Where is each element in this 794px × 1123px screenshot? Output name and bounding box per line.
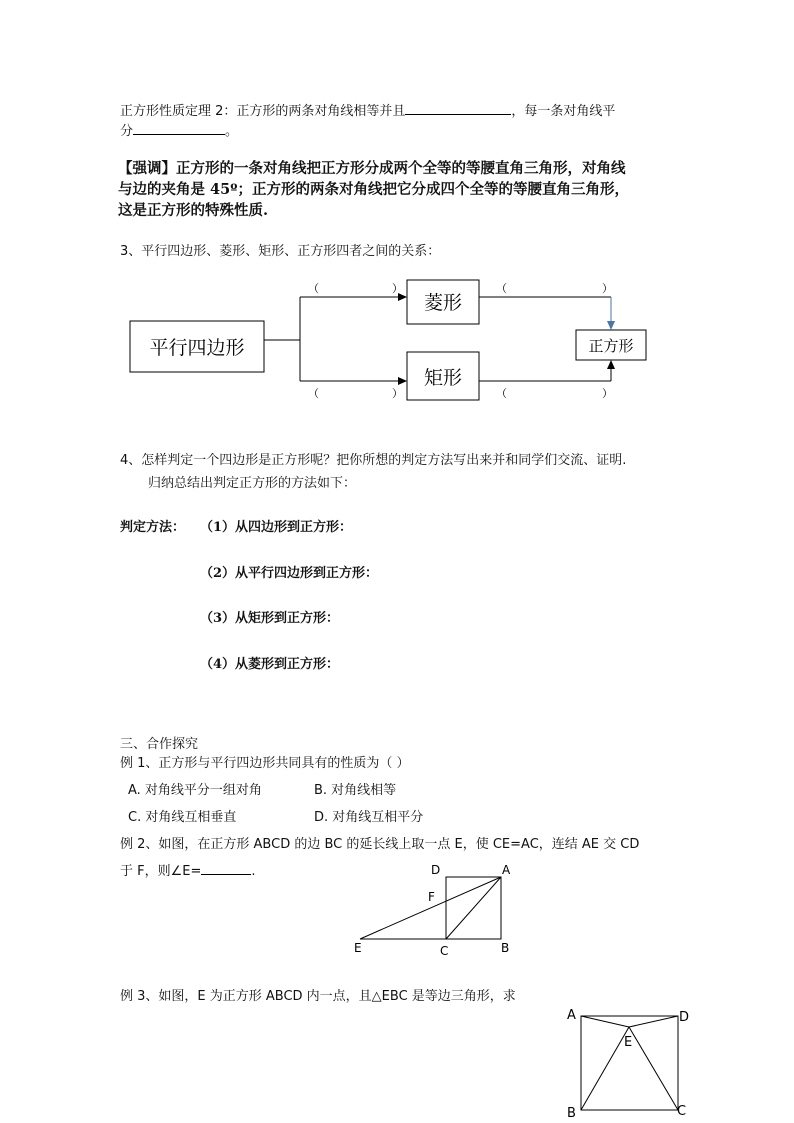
vertex-label-b: B	[501, 941, 510, 955]
vertex-label-a: A	[567, 1008, 576, 1023]
blank-paren-close: ）	[602, 282, 613, 295]
blank-paren-open: （	[308, 282, 319, 295]
segment-ae	[581, 1016, 629, 1027]
vertex-label-b: B	[567, 1106, 576, 1121]
blank-paren-close: ）	[392, 282, 403, 295]
emphasis-line: 与边的夹角是 45º；正方形的两条对角线把它分成四个全等的等腰直角三角形，	[118, 181, 629, 198]
example-2-line-2: 于 F，则∠E= .	[120, 864, 256, 879]
blank-paren-close: ）	[602, 387, 613, 400]
method-item: （2）从平行四边形到正方形：	[200, 566, 379, 581]
vertex-label-a: A	[502, 863, 511, 877]
method-item: （1）从四边形到正方形：	[200, 520, 353, 535]
blank-paren-open: （	[496, 387, 507, 400]
parallelogram-label: 平行四边形	[149, 337, 245, 359]
section-three-title: 三、合作探究	[120, 737, 199, 752]
example-1-option-a[interactable]: A. 对角线平分一组对角	[128, 783, 262, 798]
section-3-title: 3、平行四边形、菱形、矩形、正方形四者之间的关系：	[120, 244, 441, 259]
segment-ae	[360, 877, 501, 939]
vertex-label-d: D	[431, 863, 441, 877]
emphasis-block	[118, 158, 629, 221]
method-item: （3）从矩形到正方形：	[200, 611, 340, 626]
square-abcd	[581, 1016, 678, 1110]
theorem-line-2: 分 。	[120, 124, 239, 139]
answer-blank[interactable]	[405, 102, 511, 115]
arrow-head-icon	[607, 360, 615, 369]
answer-blank[interactable]	[201, 862, 251, 875]
example-2-figure	[340, 858, 530, 958]
example-1-option-d[interactable]: D. 对角线互相平分	[314, 810, 424, 825]
vertex-label-e: E	[624, 1035, 633, 1050]
example-3-line-1: 例 3、如图，E 为正方形 ABCD 内一点，且△EBC 是等边三角形，求	[120, 989, 516, 1004]
section-4-title: 4、怎样判定一个四边形是正方形呢？把你所想的判定方法写出来并和同学们交流、证明.	[120, 453, 627, 468]
example-2-line-1: 例 2、如图，在正方形 ABCD 的边 BC 的延长线上取一点 E，使 CE=AC，连结 AE 交 CD	[120, 837, 640, 852]
blank-paren-open: （	[308, 387, 319, 400]
blank-paren-close: ）	[392, 387, 403, 400]
vertex-label-f: F	[428, 890, 435, 904]
rhombus-label: 菱形	[423, 292, 463, 314]
example-1-option-b[interactable]: B. 对角线相等	[314, 783, 397, 798]
segment-be	[581, 1027, 629, 1110]
segment-de	[629, 1016, 678, 1027]
example-1-question: 例 1、正方形与平行四边形共同具有的性质为（ ）	[120, 756, 410, 771]
example-3-figure	[560, 1003, 700, 1121]
vertex-label-c: C	[440, 944, 449, 958]
methods-label: 判定方法：	[120, 520, 186, 535]
arrow-head-icon	[607, 321, 615, 330]
emphasis-line: 【强调】正方形的一条对角线把正方形分成两个全等的等腰直角三角形，对角线	[118, 160, 626, 177]
blank-paren-open: （	[496, 282, 507, 295]
vertex-label-d: D	[679, 1010, 690, 1025]
arrow-head-icon	[398, 377, 407, 385]
emphasis-line: 这是正方形的特殊性质.	[118, 202, 269, 219]
diagonal-ac	[446, 877, 501, 939]
theorem-line-1: 正方形性质定理 2：正方形的两条对角线相等并且 ，每一条对角线平	[120, 104, 616, 119]
square-label: 正方形	[588, 337, 634, 355]
example-1-option-c[interactable]: C. 对角线互相垂直	[128, 810, 237, 825]
section-4-subtitle: 归纳总结出判定正方形的方法如下：	[148, 476, 357, 491]
quadrilateral-relationship-diagram	[0, 270, 794, 420]
answer-blank[interactable]	[133, 122, 225, 135]
method-item: （4）从菱形到正方形：	[200, 657, 340, 672]
rectangle-label: 矩形	[423, 367, 463, 389]
vertex-label-c: C	[677, 1104, 687, 1119]
segment-ce	[629, 1027, 678, 1110]
vertex-label-e: E	[354, 941, 362, 955]
